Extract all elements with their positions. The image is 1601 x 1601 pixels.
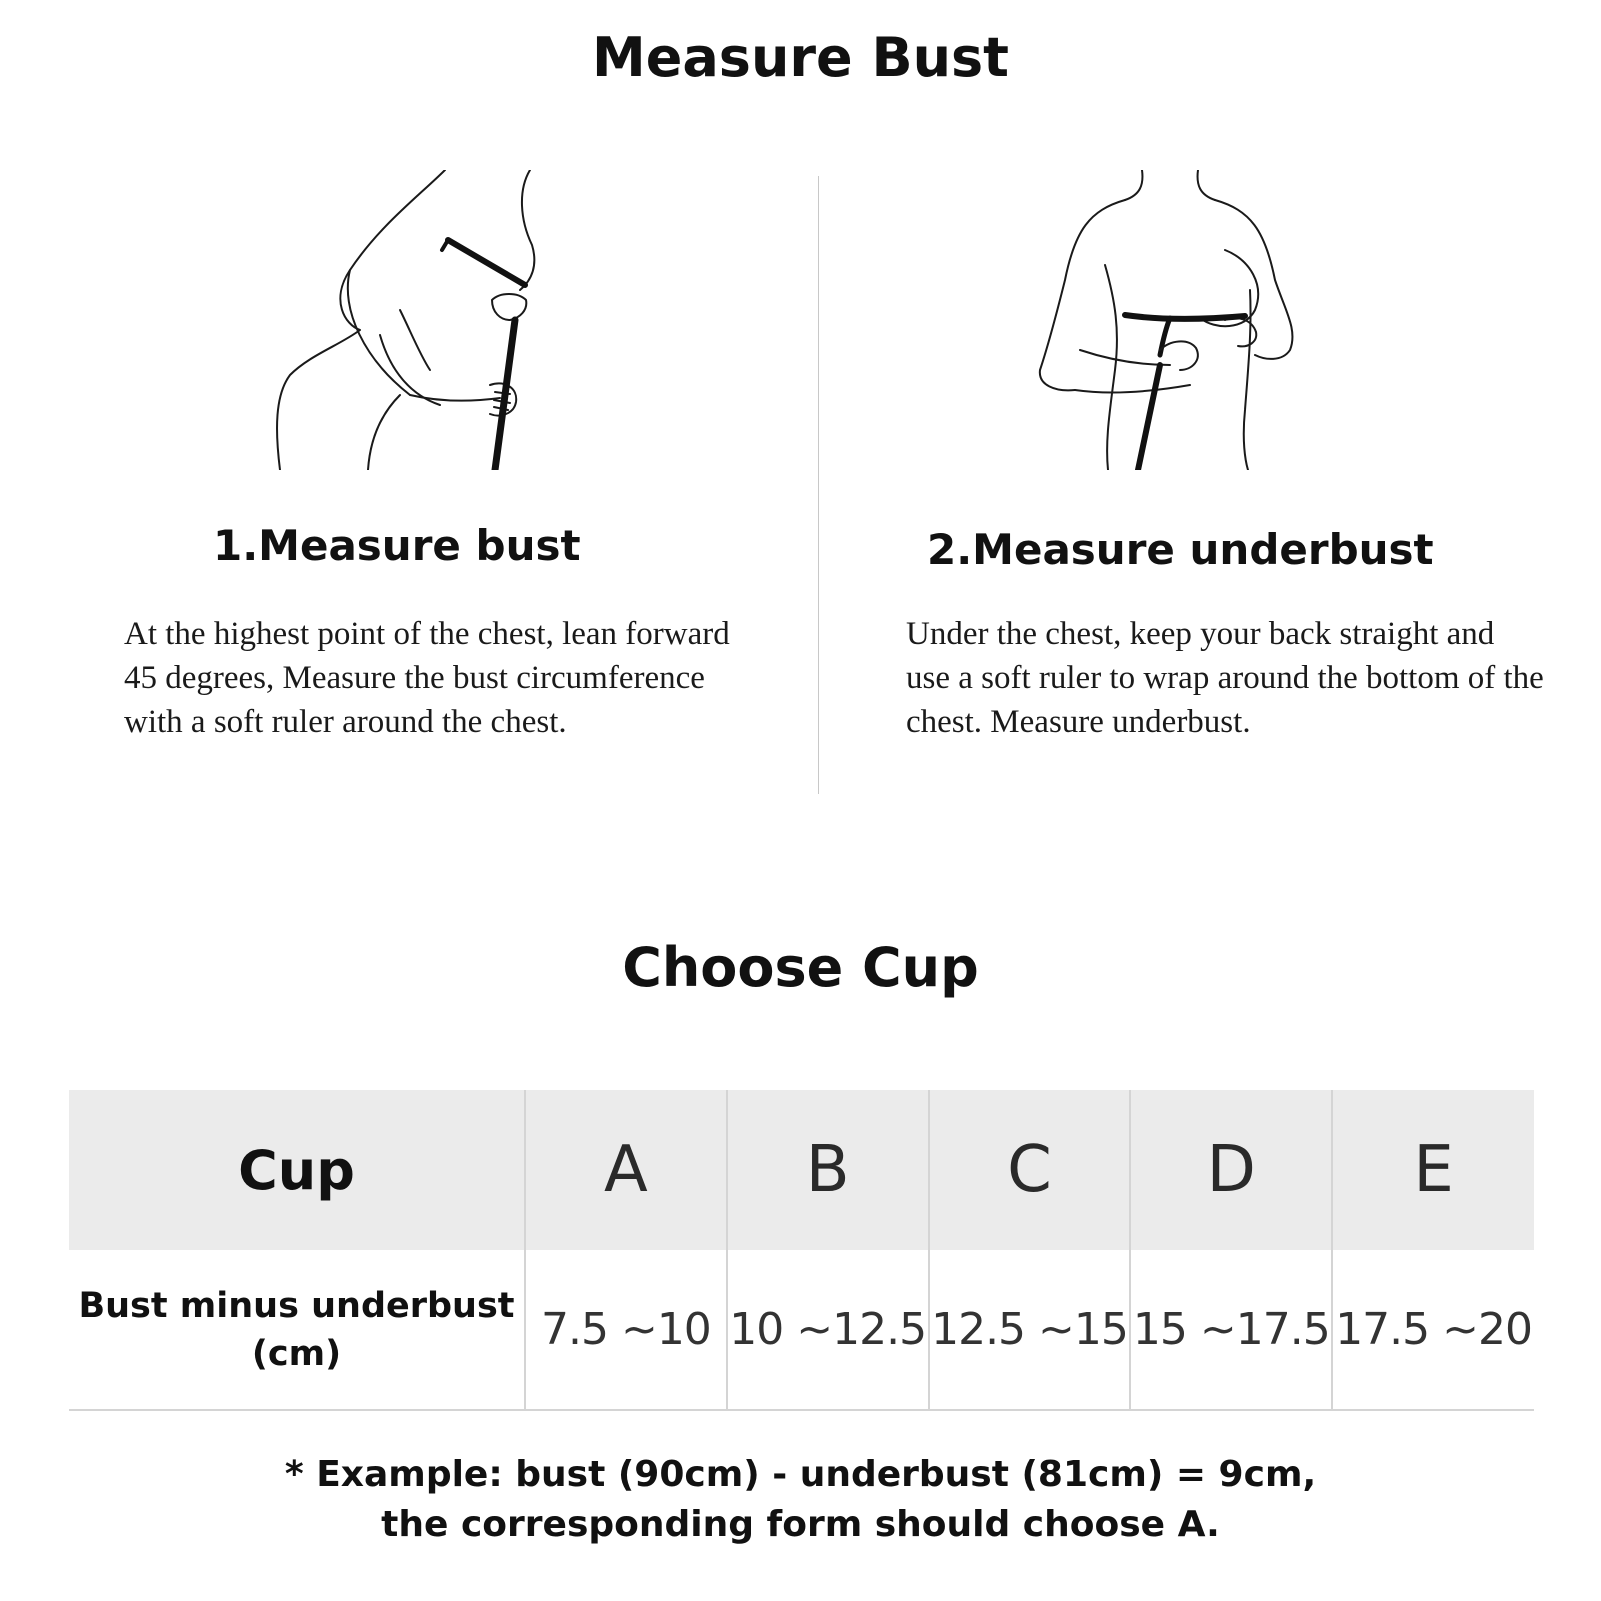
cup-header-d: D <box>1130 1090 1332 1250</box>
example-line-1: * Example: bust (90cm) - underbust (81cm) = 9cm, <box>284 1454 1317 1495</box>
column-divider <box>818 176 819 794</box>
row-label: Bust minus underbust (cm) <box>78 1285 515 1374</box>
value-cell-d: 15 ~17.5 <box>1130 1250 1332 1410</box>
value-cell-e: 17.5 ~20 <box>1332 1250 1534 1410</box>
example-note <box>0 1450 1601 1550</box>
cup-header-b: B <box>727 1090 929 1250</box>
table-header-label: Cup <box>238 1138 355 1202</box>
bust-measure-illustration <box>270 170 570 470</box>
cup-header-a: A <box>525 1090 727 1250</box>
cup-size-table <box>69 1090 1534 1411</box>
table-header-row <box>69 1090 1534 1250</box>
choose-cup-title: Choose Cup <box>622 936 979 999</box>
cup-header-c: C <box>929 1090 1131 1250</box>
cup-header-e: E <box>1332 1090 1534 1250</box>
example-line-2: the corresponding form should choose A. <box>381 1504 1220 1545</box>
step2-heading: 2.Measure underbust <box>927 525 1434 574</box>
underbust-measure-illustration <box>1020 170 1320 470</box>
step2-description: Under the chest, keep your back straight and use a soft ruler to wrap around the bottom of the chest. Measure underbust. <box>906 616 1544 740</box>
step1-heading: 1.Measure bust <box>213 521 581 570</box>
measure-bust-title: Measure Bust <box>592 26 1009 89</box>
value-cell-c: 12.5 ~15 <box>929 1250 1131 1410</box>
step1-description: At the highest point of the chest, lean forward 45 degrees, Measure the bust circumference with a soft ruler around the chest. <box>124 616 730 740</box>
table-row <box>69 1250 1534 1410</box>
value-cell-b: 10 ~12.5 <box>727 1250 929 1410</box>
value-cell-a: 7.5 ~10 <box>525 1250 727 1410</box>
